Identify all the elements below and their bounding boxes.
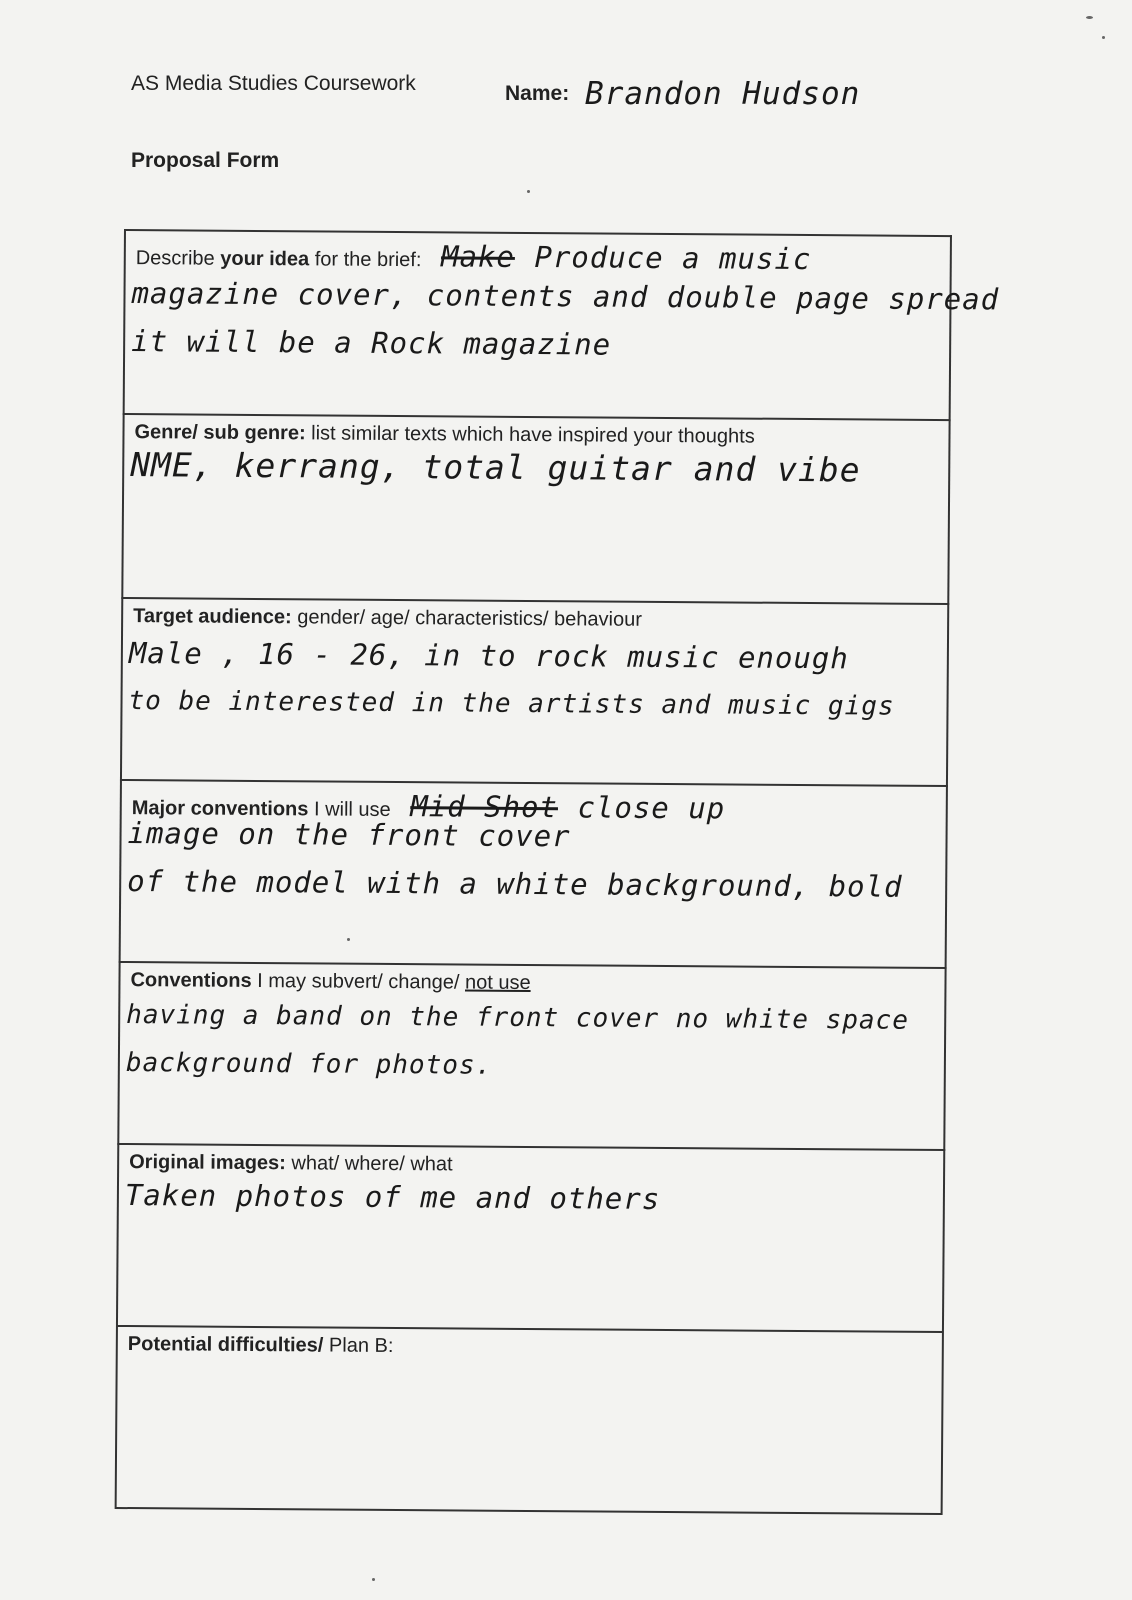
struck-text: Mid Shot — [410, 789, 559, 825]
answer-text[interactable] — [127, 809, 928, 911]
answer-line: it will be a Rock magazine — [131, 324, 612, 362]
answer-line: magazine cover, contents and double page spread — [131, 276, 1000, 317]
answer-line: of the model with a white background, bold — [127, 864, 903, 904]
proposal-table — [114, 229, 1000, 1535]
answer-text[interactable] — [128, 629, 929, 731]
answer-text[interactable] — [130, 441, 930, 495]
answer-inline[interactable]: Produce a music — [534, 240, 812, 277]
answer-text[interactable] — [126, 991, 927, 1093]
name-row — [505, 72, 861, 112]
scan-speck — [1102, 36, 1105, 39]
section-major-conventions — [119, 779, 948, 967]
answer-inline[interactable]: close up — [577, 790, 726, 826]
section-label: Potential difficulties/ Plan B: — [127, 1333, 394, 1358]
answer-line: image on the front cover — [127, 816, 571, 854]
section-label: Target audience: gender/ age/ characteristics/ behaviour — [133, 605, 642, 631]
form-title: Proposal Form — [131, 149, 280, 172]
section-audience — [120, 597, 949, 785]
answer-line: Male , 16 - 26, in to rock music enough — [128, 636, 849, 676]
answer-line: Taken photos of me and others — [124, 1178, 661, 1216]
name-label: Name: — [505, 82, 570, 105]
answer-line: to be interested in the artists and music gigs — [128, 686, 895, 722]
section-label: Original images: what/ where/ what — [129, 1151, 453, 1176]
section-subvert — [117, 961, 946, 1149]
name-value[interactable]: Brandon Hudson — [585, 76, 861, 112]
section-label: Conventions I may subvert/ change/ not use — [130, 969, 531, 995]
section-label: Describe your idea for the brief: Make Produce a music — [135, 239, 812, 277]
answer-line: NME, kerrang, total guitar and vibe — [130, 445, 861, 490]
section-label: Major conventions I will use Mid Shot close up — [131, 789, 726, 826]
answer-line: having a band on the front cover no white space — [126, 1000, 910, 1036]
scan-speck — [527, 190, 530, 193]
section-label: Genre/ sub genre: list similar texts which have inspired your thoughts — [134, 421, 755, 448]
answer-text[interactable] — [131, 269, 1000, 371]
course-title: AS Media Studies Coursework — [131, 72, 416, 95]
scan-speck — [372, 1578, 375, 1581]
answer-line: background for photos. — [125, 1048, 493, 1081]
answer-text[interactable] — [125, 1171, 925, 1225]
scan-speck — [1086, 16, 1093, 19]
section-idea — [123, 229, 1000, 419]
section-difficulties — [115, 1325, 944, 1515]
answer-text-empty[interactable] — [123, 1357, 924, 1503]
section-genre — [121, 413, 950, 603]
struck-text: Make — [440, 239, 516, 274]
section-images — [116, 1143, 945, 1331]
